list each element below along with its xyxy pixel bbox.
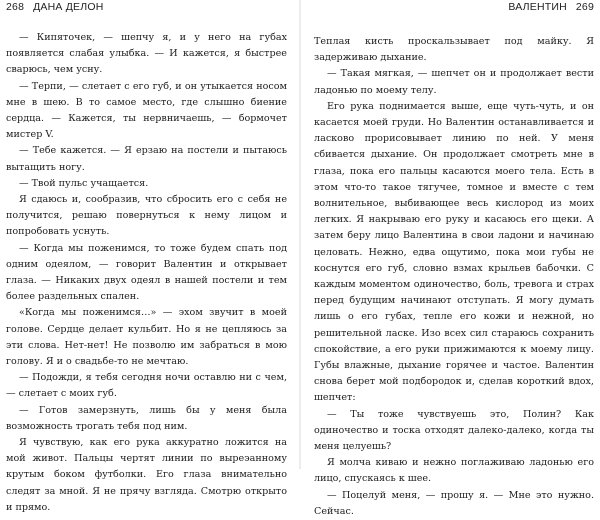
paragraph: Теплая кисть проскальзывает под майку. Я задерживаю дыхание. xyxy=(314,36,594,64)
left-page xyxy=(0,0,300,513)
left-page-header xyxy=(6,0,287,14)
right-page xyxy=(300,0,600,517)
paragraph: — Твой пульс учащается. xyxy=(19,177,149,189)
paragraph: — Поцелуй меня, — прошу я. — Мне это нужно. Сейчас. xyxy=(314,489,594,517)
paragraph: — Когда мы поженимся, то тоже будем спать под одним одеялом, — говорит Валентин и открывает глаза. — Никаких двух одеял в нашей постели и тем более раздельных спален. xyxy=(6,242,287,303)
left-page-number: 268 xyxy=(6,1,25,13)
paragraph: — Подожди, я тебя сегодня ночи оставлю ни с чем, — слетает с моих губ. xyxy=(6,372,287,400)
paragraph: «Когда мы поженимся…» — эхом звучит в моей голове. Сердце делает кульбит. Но я не цепляюсь за эти слова. Нет-нет! Не позволю им забраться в мою голову. Я и о свадьбе-то не мечтаю. xyxy=(6,307,287,368)
paragraph: Я чувствую, как его рука аккуратно ложится на мой живот. Пальцы чертят линии по выреэанному крутым боком футболки. Его глаза внимательно следят за мной. Я не прячу взгляда. Смотрю открыто и прямо. xyxy=(6,437,287,513)
paragraph: Я сдаюсь и, сообразив, что сбросить его с себя не получится, решаю повернуться к нему лицом и попробовать уснуть. xyxy=(6,194,287,238)
right-running-head: ВАЛЕНТИН xyxy=(508,1,567,13)
paragraph: — Тебе кажется. — Я ерзаю на постели и пытаюсь вытащить ногу. xyxy=(6,145,287,173)
paragraph: — Такая мягкая, — шепчет он и продолжает вести ладонью по моему телу. xyxy=(314,68,594,96)
right-page-number: 269 xyxy=(575,1,594,13)
right-page-header xyxy=(314,0,594,14)
left-running-head: ДАНА ДЕЛОН xyxy=(33,1,104,13)
right-page-text xyxy=(314,34,594,520)
paragraph: — Кипяточек, — шепчу я, и у него на губах появляется слабая улыбка. — И кажется, я быстрее сварюсь, чем усну. xyxy=(6,32,287,76)
paragraph: Его рука поднимается выше, еще чуть-чуть, и он касается моей груди. Но Валентин останавливается и ласково прорисовывает линию по ней. У меня сбивается дыхание. Он продолжает смотреть мне в глаза, пока его пальцы касаются моего тела. Есть в этом что-то такое тягучее, томное и вместе с тем волнительное, выбивающее весь кислород из моих легких. Я накрываю его руку и касаюсь его щеки. А затем беру лицо Валентина в свои ладони и начинаю целовать. Нежно, едва ощутимо, пока мои губы не коснутся его губ, словно взмах крыльев бабочки. С каждым моментом одиночество, боль, тревога и страх перед будущим начинают отступать. Я могу думать лишь о его губах, тепле его кожи и нежной, но решительной ласке. Изо всех сил стараюсь сохранить спокойствие, а его руки прижимаются к моему лицу. Губы влажные, дыхание горячее и частое. Валентин снова берет мой подбородок и, сделав короткий вдох, шепчет: xyxy=(314,100,594,404)
paragraph: — Терпи, — слетает с его губ, и он утыкается носом мне в шею. В то самое место, где слышно биение сердца. — Кажется, ты нервничаешь, — бормочет мистер V. xyxy=(6,80,287,141)
left-page-text xyxy=(6,30,287,516)
paragraph: — Ты тоже чувствуешь это, Полин? Как одиночество и тоска отходят далеко-далеко, когда ты меня целуешь? xyxy=(314,408,594,453)
paragraph: — Готов замерзнуть, лишь бы у меня была возможность трогать тебя под ним. xyxy=(6,404,287,432)
paragraph: Я молча киваю и нежно поглаживаю ладонью его лицо, спускаясь к шее. xyxy=(314,457,594,485)
